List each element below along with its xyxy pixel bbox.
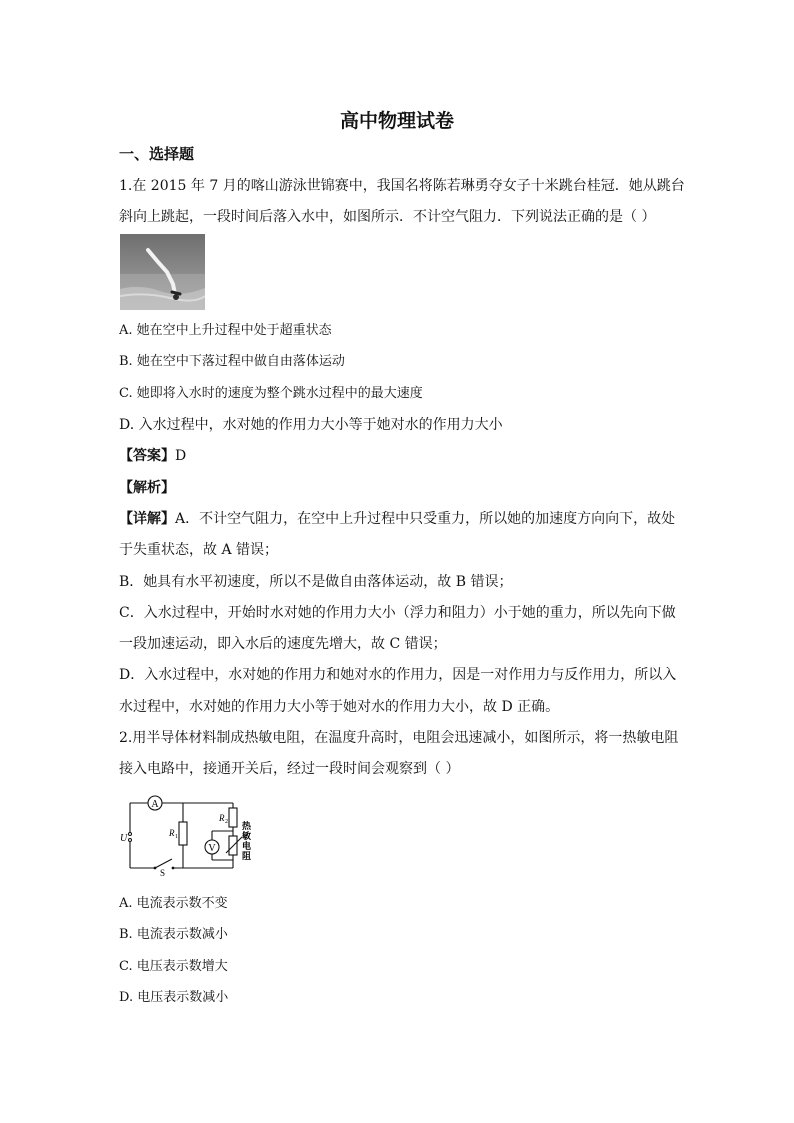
answer-value: D bbox=[175, 448, 187, 464]
r2-subscript: 2 bbox=[225, 819, 228, 825]
q2-option-c: C. 电压表示数增大 bbox=[119, 959, 228, 974]
q1-detail-line4: C．入水过程中，开始时水对她的作用力大小（浮力和阻力）小于她的重力，所以先向下做 bbox=[119, 605, 676, 621]
diver-photo bbox=[120, 234, 205, 310]
q1-answer bbox=[119, 447, 186, 465]
detail-text: A．不计空气阻力，在空中上升过程中只受重力，所以她的加速度方向向下，故处 bbox=[175, 511, 676, 527]
thermistor-label-4: 阻 bbox=[242, 851, 252, 861]
r1-subscript: 1 bbox=[175, 834, 178, 840]
detail-tag: 【详解】 bbox=[119, 511, 175, 527]
source-label: U bbox=[120, 833, 128, 844]
circuit-diagram bbox=[118, 795, 278, 877]
r1-label: R bbox=[169, 828, 175, 838]
q2-option-a: A. 电流表示数不变 bbox=[119, 896, 228, 911]
thermistor-label-3: 电 bbox=[242, 841, 252, 851]
q1-option-a: A. 她在空中上升过程中处于超重状态 bbox=[119, 323, 332, 338]
q1-detail-line5: 一段加速运动，即入水后的速度先增大，故 C 错误； bbox=[119, 636, 447, 652]
q1-stem-line1: 1.在 2015 年 7 月的喀山游泳世锦赛中，我国名将陈若琳勇夺女子十米跳台桂冠．她从跳台 bbox=[119, 178, 685, 194]
q1-analysis-tag: 【解析】 bbox=[119, 480, 175, 496]
page-title: 高中物理试卷 bbox=[339, 110, 454, 132]
voltmeter-label: V bbox=[208, 843, 216, 854]
q2-option-d: D. 电压表示数减小 bbox=[119, 990, 229, 1005]
q1-detail-line2: 于失重状态，故 A 错误； bbox=[119, 542, 279, 558]
q1-option-d: D. 入水过程中，水对她的作用力大小等于她对水的作用力大小 bbox=[119, 417, 503, 433]
q1-detail-line6: D．入水过程中，水对她的作用力和她对水的作用力，因是一对作用力与反作用力，所以入 bbox=[119, 667, 677, 683]
q1-detail-line1 bbox=[119, 510, 675, 528]
thermistor-label-2: 敏 bbox=[242, 831, 252, 841]
q2-stem-line2: 接入电路中，接通开关后，经过一段时间会观察到（ ） bbox=[119, 761, 460, 777]
q1-detail-line3: B．她具有水平初速度，所以不是做自由落体运动，故 B 错误； bbox=[119, 574, 513, 590]
thermistor-label-1: 热 bbox=[242, 821, 252, 831]
q1-option-c: C. 她即将入水时的速度为整个跳水过程中的最大速度 bbox=[119, 386, 423, 401]
switch-label: S bbox=[160, 868, 166, 877]
q1-option-b: B. 她在空中下落过程中做自由落体运动 bbox=[119, 354, 345, 369]
answer-tag: 【答案】 bbox=[119, 448, 175, 464]
q2-stem-line1: 2.用半导体材料制成热敏电阻，在温度升高时，电阻会迅速减小，如图所示，将一热敏电阻 bbox=[119, 730, 679, 746]
ammeter-label: A bbox=[151, 799, 159, 810]
section-heading: 一、选择题 bbox=[119, 145, 195, 163]
q2-option-b: B. 电流表示数减小 bbox=[119, 927, 228, 942]
r2-label: R bbox=[219, 813, 225, 823]
q1-stem-line2: 斜向上跳起，一段时间后落入水中，如图所示．不计空气阻力．下列说法正确的是（ ） bbox=[119, 209, 656, 225]
q1-detail-line7: 水过程中，水对她的作用力大小等于她对水的作用力大小，故 D 正确。 bbox=[119, 699, 560, 715]
